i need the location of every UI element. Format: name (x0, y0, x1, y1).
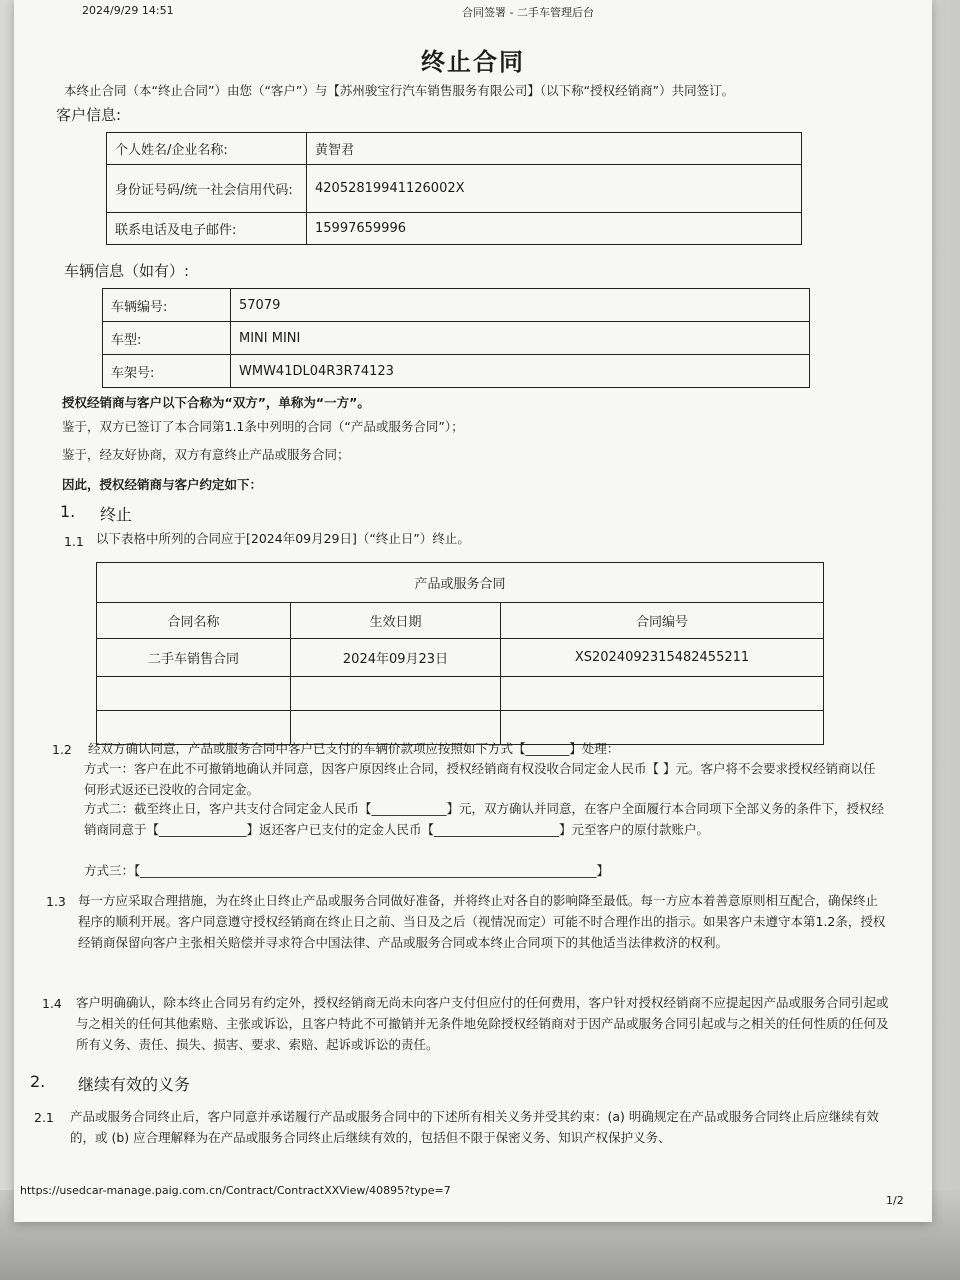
method-2: 方式二：截至终止日，客户共支付合同定金人民币【____________】元，双方确认并同意，在客户全面履行本合同项下全部义务的条件下，授权经销商同意于【______________】返还客户已支付的定金人民币【____________________】元至客户的原付款账户。 (84, 801, 885, 837)
vehicle-number-label: 车辆编号: (103, 289, 231, 322)
customer-info-heading: 客户信息: (56, 106, 122, 124)
method-1: 方式一：客户在此不可撤销地确认并同意，因客户原因终止合同，授权经销商有权没收合同定金人民币【 】元。客户将不会要求授权经销商以任何形式返还已没收的合同定金。 (84, 761, 876, 797)
table-row (107, 165, 802, 213)
customer-info-table (106, 132, 802, 245)
table-title-row (97, 563, 824, 603)
clause-1-2: 经双方确认同意，产品或服务合同中客户已支付的车辆价款项应按照如下方式【_______】处理： (88, 741, 620, 756)
clause-2-1: 产品或服务合同终止后，客户同意并承诺履行产品或服务合同中的下述所有相关义务并受其约束：(a) 明确规定在产品或服务合同终止后应继续有效的，或 (b) 应合理解释为在产品或服务合同终止后继续有效的，包括但不限于保密义务、知识产权保护义务、 (70, 1109, 879, 1145)
clause-1-3-number: 1.3 (46, 894, 66, 909)
contract-table (96, 562, 824, 745)
contract-number-cell: XS2024092315482455211 (501, 639, 824, 677)
table-row (97, 677, 824, 711)
recital-therefore: 因此，授权经销商与客户约定如下： (62, 477, 263, 492)
recital-whereas-2: 鉴于，经友好协商，双方有意终止产品或服务合同； (62, 447, 350, 462)
table-row (97, 639, 824, 677)
recital-whereas-1: 鉴于，双方已签订了本合同第1.1条中列明的合同（“产品或服务合同”）； (62, 419, 464, 434)
section-1-number: 1. (60, 502, 76, 521)
customer-name-label: 个人姓名/企业名称: (107, 133, 307, 165)
print-datetime: 2024/9/29 14:51 (82, 4, 174, 17)
customer-phone-value: 15997659996 (307, 213, 802, 245)
contract-date-cell (291, 677, 501, 711)
vehicle-number-value: 57079 (231, 289, 810, 322)
customer-phone-label: 联系电话及电子邮件: (107, 213, 307, 245)
document-title: 终止合同 (421, 48, 525, 76)
column-header-name: 合同名称 (97, 603, 291, 639)
table-row (107, 213, 802, 245)
vehicle-info-heading: 车辆信息（如有）: (64, 262, 190, 280)
contract-name-cell: 二手车销售合同 (97, 639, 291, 677)
clause-1-3: 每一方应采取合理措施，为在终止日终止产品或服务合同做好准备，并将终止对各自的影响降至最低。每一方应本着善意原则相互配合，确保终止程序的顺利开展。客户同意遵守授权经销商在终止日之前、当日及之后（视情况而定）可能不时合理作出的指示。如果客户未遵守本第1.2条，授权经销商保留向客户主张相关赔偿并寻求符合中国法律、产品或服务合同或本终止合同项下的其他适当法律救济的权利。 (78, 893, 886, 950)
clause-2-1-number: 2.1 (34, 1110, 54, 1125)
clause-1-1-number: 1.1 (64, 534, 84, 549)
vehicle-info-table (102, 288, 810, 388)
clause-1-4: 客户明确确认，除本终止合同另有约定外，授权经销商无尚未向客户支付但应付的任何费用，客户针对授权经销商不应提起因产品或服务合同引起或与之相关的任何其他索赔、主张或诉讼，且客户特此不可撤销并无条件地免除授权经销商对于因产品或服务合同引起或与之相关的任何性质的任何及所有义务、责任、损失、损害、要求、索赔、起诉或诉讼的责任。 (76, 995, 889, 1052)
section-1-title: 终止 (100, 505, 133, 524)
column-header-date: 生效日期 (291, 603, 501, 639)
contract-page (14, 0, 932, 1222)
intro-paragraph: 本终止合同（本“终止合同”）由您（“客户”）与【苏州骏宝行汽车销售服务有限公司】（以下称“授权经销商”）共同签订。 (64, 83, 735, 98)
contract-table-title: 产品或服务合同 (97, 563, 824, 603)
vehicle-model-label: 车型: (103, 322, 231, 355)
clause-1-2-number: 1.2 (52, 742, 72, 757)
section-2-title: 继续有效的义务 (78, 1075, 191, 1094)
recital-parties: 授权经销商与客户以下合称为“双方”，单称为“一方”。 (62, 395, 370, 410)
contract-number-cell (501, 677, 824, 711)
customer-id-label: 身份证号码/统一社会信用代码: (107, 165, 307, 213)
table-row (107, 133, 802, 165)
page-number: 1/2 (886, 1194, 904, 1207)
table-row (103, 322, 810, 355)
contract-date-cell: 2024年09月23日 (291, 639, 501, 677)
method-3: 方式三：【_________________________________________________________________________】 (84, 863, 610, 878)
table-row (103, 355, 810, 388)
customer-name-value: 黄智君 (307, 133, 802, 165)
vehicle-model-value: MINI MINI (231, 322, 810, 355)
clause-1-4-number: 1.4 (42, 996, 62, 1011)
vehicle-vin-label: 车架号: (103, 355, 231, 388)
vehicle-vin-value: WMW41DL04R3R74123 (231, 355, 810, 388)
column-header-number: 合同编号 (501, 603, 824, 639)
table-row (103, 289, 810, 322)
print-header-title: 合同签署 - 二手车管理后台 (462, 6, 594, 19)
section-2-number: 2. (30, 1072, 46, 1091)
table-header-row (97, 603, 824, 639)
clause-1-1: 以下表格中所列的合同应于[2024年09月29日]（“终止日”）终止。 (96, 531, 470, 546)
customer-id-value: 42052819941126002X (307, 165, 802, 213)
contract-name-cell (97, 677, 291, 711)
print-footer-url: https://usedcar-manage.paig.com.cn/Contract/ContractXXView/40895?type=7 (20, 1184, 451, 1197)
